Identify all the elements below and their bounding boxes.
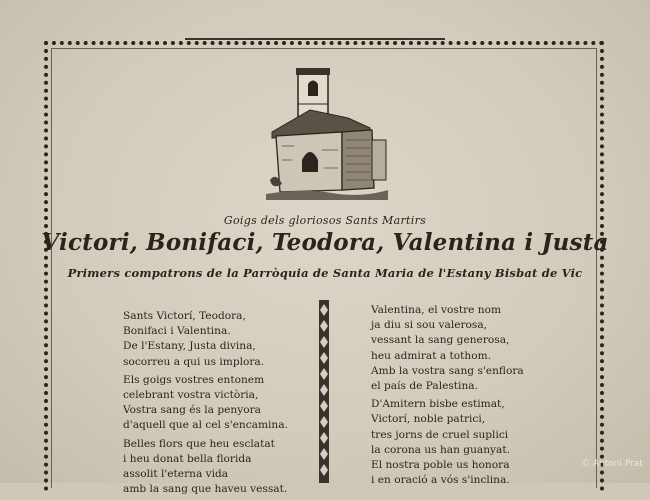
verse-line: celebrant vostra victòria, — [123, 389, 259, 402]
verse-line: la corona us han guanyat. — [371, 443, 510, 456]
verse-line: Els goigs vostres entonem — [123, 373, 265, 386]
verse-line: ja diu si sou valerosa, — [371, 319, 488, 332]
verse-line: assolit l'eterna vida — [123, 468, 229, 481]
verse-line: De l'Estany, Justa divina, — [123, 340, 256, 353]
stanza — [371, 397, 571, 488]
top-rule — [185, 38, 445, 40]
verse-line: Valentina, el vostre nom — [371, 304, 502, 316]
verse-line: Vostra sang és la penyora — [123, 404, 261, 417]
stanza — [123, 437, 303, 498]
stanza — [123, 309, 303, 370]
verse-line: i heu donat bella florida — [123, 452, 252, 465]
verse-line: amb la sang que haveu vessat. — [123, 483, 288, 496]
stanza — [123, 373, 303, 434]
church-illustration — [262, 60, 392, 205]
verse-line: d'aquell que al cel s'encamina. — [123, 419, 288, 432]
verse-line: D'Amitern bisbe estimat, — [371, 398, 505, 411]
ornamental-column-divider — [318, 300, 330, 483]
verse-line: socorreu a qui us implora. — [123, 355, 265, 368]
verse-line: Bonifaci i Valentina. — [123, 325, 231, 338]
document-tagline: Primers compatrons de la Parròquia de Santa Maria de l'Estany Bisbat de Vic — [67, 266, 583, 280]
left-column — [123, 309, 303, 500]
verse-line: i en oració a vós s'inclina. — [371, 474, 510, 487]
verse-line: heu admirat a tothom. — [371, 349, 492, 362]
verse-line: Sants Victorí, Teodora, — [123, 310, 246, 322]
verse-line: Belles flors que heu esclatat — [123, 437, 275, 450]
document-title: Victori, Bonifaci, Teodora, Valentina i Justa — [41, 229, 609, 256]
right-column — [371, 303, 571, 491]
copyright-watermark: © Antoni Prat — [581, 459, 643, 469]
border-top — [44, 41, 604, 45]
verse-line: El nostra poble us honora — [371, 459, 510, 472]
verse-line: el país de Palestina. — [371, 380, 478, 393]
inner-border-top — [51, 48, 596, 49]
verse-line: Amb la vostra sang s'enflora — [371, 364, 524, 377]
document-subtitle: Goigs dels gloriosos Sants Martirs — [223, 214, 427, 227]
verse-line: Victorí, noble patrici, — [371, 413, 486, 426]
verse-line: vessant la sang generosa, — [371, 334, 510, 347]
stanza — [371, 303, 571, 394]
verse-line: tres jorns de cruel suplici — [371, 428, 509, 441]
